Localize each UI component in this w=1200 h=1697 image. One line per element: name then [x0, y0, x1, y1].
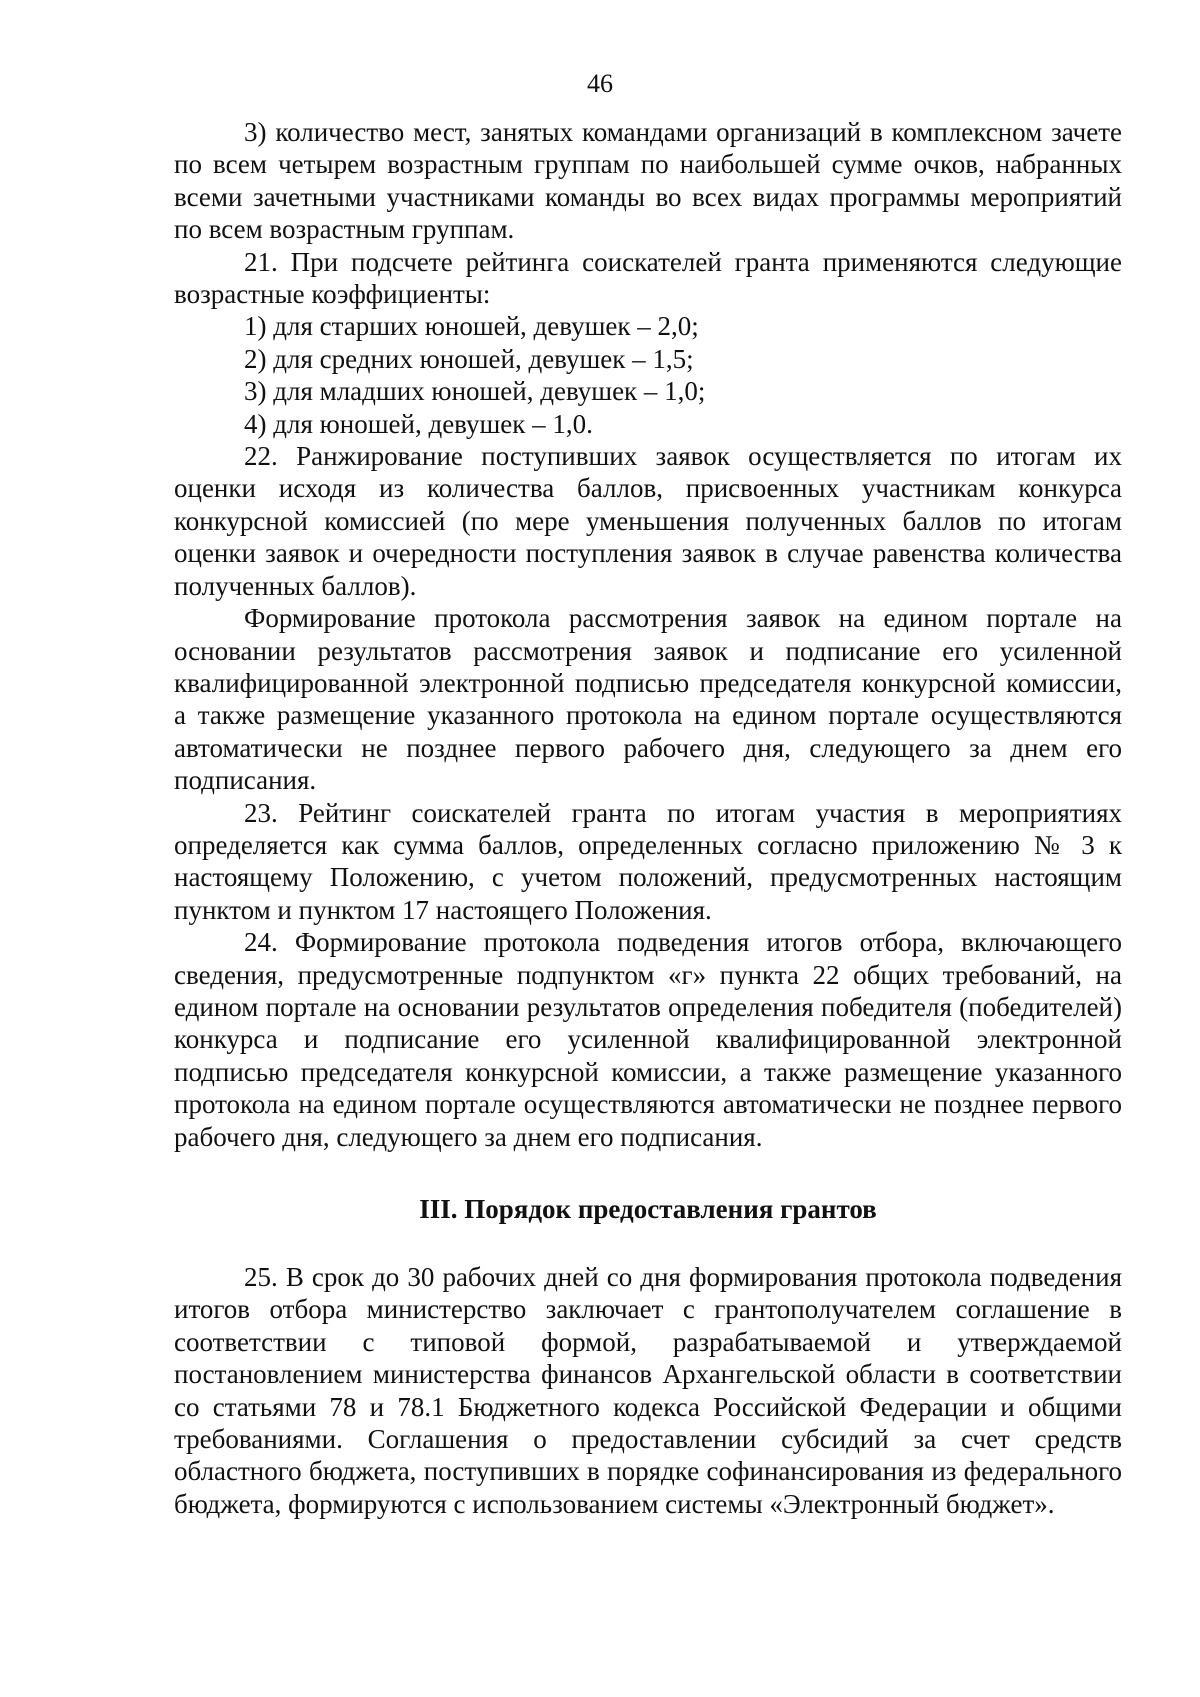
- section-heading: III. Порядок предоставления грантов: [419, 1194, 877, 1224]
- paragraph-review-protocol: Формирование протокола рассмотрения заявок на едином портале на основании результатов рассмотрения заявок и подписание его усиленной квалифицированной электронной подписью председателя конкурсной комиссии, а также размещение указанного протокола на едином портале осуществляются автоматически не позднее первого рабочего дня, следующего за днем его подписания.: [174, 603, 1122, 796]
- paragraph-21-coefficients: 21. При подсчете рейтинга соискателей гранта применяются следующие возрастные коэффициенты:: [174, 246, 1122, 310]
- paragraph-22-ranking: 22. Ранжирование поступивших заявок осуществляется по итогам их оценки исходя из количества баллов, присвоенных участникам конкурса конкурсной комиссией (по мере уменьшения полученных баллов по итогам оценки заявок и очередности поступления заявок в случае равенства количества полученных баллов).: [174, 441, 1122, 601]
- paragraph-24-results-protocol: 24. Формирование протокола подведения итогов отбора, включающего сведения, предусмотренные подпунктом «г» пункта 22 общих требований, на едином портале на основании результатов определения победителя (победителей) конкурса и подписание его усиленной квалифицированной электронной подписью председателя конкурсной комиссии, а также размещение указанного протокола на едином портале осуществляются автоматически не позднее первого рабочего дня, следующего за днем его подписания.: [174, 927, 1122, 1152]
- coefficient-item-2: 2) для средних юношей, девушек – 1,5;: [244, 343, 694, 374]
- coefficient-item-1: 1) для старших юношей, девушек – 2,0;: [244, 311, 699, 342]
- document-body: [174, 116, 1122, 1520]
- coefficient-item-4: 4) для юношей, девушек – 1,0.: [244, 408, 593, 439]
- paragraph-23-rating: 23. Рейтинг соискателей гранта по итогам участия в мероприятиях определяется как сумма баллов, определенных согласно приложению № 3 к настоящему Положению, с учетом положений, предусмотренных настоящим пунктом и пунктом 17 настоящего Положения.: [174, 797, 1122, 925]
- paragraph-item-3-places: 3) количество мест, занятых командами организаций в комплексном зачете по всем четырем возрастным группам по наибольшей сумме очков, набранных всеми зачетными участниками команды во всех видах программы мероприятий по всем возрастным группам.: [174, 117, 1122, 245]
- page-number: 46: [587, 69, 613, 98]
- coefficient-item-3: 3) для младших юношей, девушек – 1,0;: [244, 376, 706, 407]
- paragraph-25-agreement: 25. В срок до 30 рабочих дней со дня формирования протокола подведения итогов отбора министерство заключает с грантополучателем соглашение в соответствии с типовой формой, разрабатываемой и утверждаемой постановлением министерства финансов Архангельской области в соответствии со статьями 78 и 78.1 Бюджетного кодекса Российской Федерации и общими требованиями. Соглашения о предоставлении субсидий за счет средств областного бюджета, поступивших в порядке софинансирования из федерального бюджета, формируются с использованием системы «Электронный бюджет».: [174, 1262, 1122, 1519]
